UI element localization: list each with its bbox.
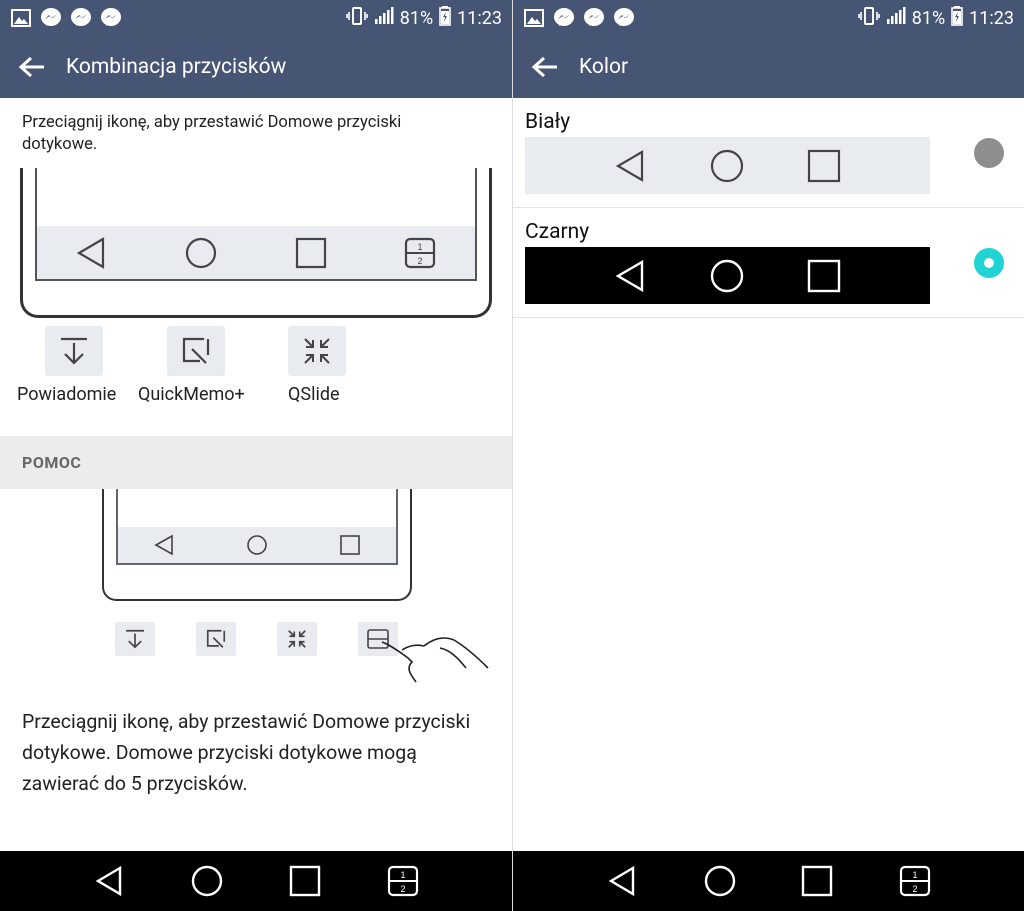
option-quickmemo[interactable] [167,326,225,376]
battery-percent: 81% [399,7,434,29]
recent-square-icon [339,534,361,556]
help-illustration-phone [102,489,412,601]
right-screen [512,0,1024,911]
arrow-left-icon [531,55,559,79]
svg-text:1: 1 [417,241,423,252]
system-status [346,6,502,31]
white-nav-preview [525,137,930,194]
messenger-icon [70,7,92,29]
nav-back-button[interactable] [89,861,129,901]
radio-button-unselected[interactable] [974,138,1004,168]
option-notifications[interactable] [45,326,103,376]
download-tray-icon [124,628,146,650]
notification-icons [10,7,122,29]
system-nav-bar [0,851,512,911]
home-circle-icon [184,236,218,270]
home-circle-icon [703,864,737,898]
system-nav-bar [513,851,1024,911]
vibrate-icon [858,6,880,31]
phone-screen [35,168,477,281]
dual-window-icon [387,865,419,897]
nav-dual-window-button[interactable] [383,861,423,901]
clock: 11:23 [457,7,502,29]
back-triangle-icon [153,534,175,556]
quickmemo-icon [180,335,212,367]
system-status [858,6,1014,31]
svg-text:2: 2 [912,884,918,894]
battery-icon [951,6,963,31]
signal-icon [886,7,906,30]
help-tile-quickmemo [196,622,236,656]
help-nav-bar [118,527,396,563]
black-nav-preview [525,247,930,304]
app-bar [513,36,1024,98]
svg-text:1: 1 [400,870,406,880]
hand-pointer-icon [380,628,492,684]
back-triangle-icon [75,236,109,270]
qslide-icon [286,628,308,650]
svg-text:1: 1 [912,870,918,880]
help-description: Przeciągnij ikonę, aby przestawić Domowe przyciski dotykowe. Domowe przyciski dotykowe mogą zawierać do 5 przycisków. [22,710,471,795]
back-button[interactable] [0,36,64,98]
help-tile-notifications [115,622,155,656]
gallery-icon [523,7,545,29]
radio-button-selected[interactable] [974,248,1004,278]
qslide-icon [301,335,333,367]
messenger-icon [583,7,605,29]
button-options [0,326,512,416]
intro-text: Przeciągnij ikonę, aby przestawić Domowe przyciski dotykowe. [22,113,402,154]
option-label: QuickMemo+ [138,384,245,405]
app-bar [0,36,512,98]
nav-recents-button[interactable] [285,861,325,901]
download-tray-icon [58,335,90,367]
back-triangle-icon [614,149,648,183]
page-title: Kombinacja przycisków [66,55,287,79]
svg-text:2: 2 [400,884,406,894]
dual-window-icon [403,236,437,270]
option-label: QSlide [288,384,340,405]
home-circle-icon [190,864,224,898]
back-triangle-icon [614,259,648,293]
nav-recents-button[interactable] [797,861,837,901]
recent-square-icon [289,865,321,897]
back-button[interactable] [513,36,577,98]
messenger-icon [613,7,635,29]
home-circle-icon [246,534,268,556]
nav-preview-bar [37,226,475,279]
help-tile-qslide [277,622,317,656]
quickmemo-icon [205,628,227,650]
gallery-icon [10,7,32,29]
phone-preview [20,168,492,318]
color-option-white[interactable] [513,98,1024,208]
recent-square-icon [807,149,841,183]
notification-icons [523,7,635,29]
signal-icon [374,7,394,30]
page-title: Kolor [579,55,629,79]
nav-home-button[interactable] [187,861,227,901]
option-qslide[interactable] [288,326,346,376]
vibrate-icon [346,6,368,31]
recent-square-icon [807,259,841,293]
color-option-black[interactable] [513,208,1024,318]
arrow-left-icon [18,55,46,79]
svg-text:2: 2 [417,255,423,266]
messenger-icon [100,7,122,29]
help-phone-screen [116,489,398,565]
color-option-label: Biały [525,110,571,134]
option-label: Powiadomie [17,384,117,405]
battery-icon [439,6,451,31]
section-header: POMOC [0,436,512,489]
messenger-icon [40,7,62,29]
nav-home-button[interactable] [700,861,740,901]
color-option-label: Czarny [525,220,590,244]
back-triangle-icon [607,865,637,897]
dual-window-icon [899,865,931,897]
nav-dual-window-button[interactable] [895,861,935,901]
status-bar [513,0,1024,36]
status-bar [0,0,512,36]
home-circle-icon [709,258,745,294]
recent-square-icon [801,865,833,897]
recent-square-icon [294,236,328,270]
nav-back-button[interactable] [602,861,642,901]
messenger-icon [553,7,575,29]
battery-percent: 81% [911,7,946,29]
back-triangle-icon [94,865,124,897]
home-circle-icon [709,148,745,184]
clock: 11:23 [969,7,1014,29]
